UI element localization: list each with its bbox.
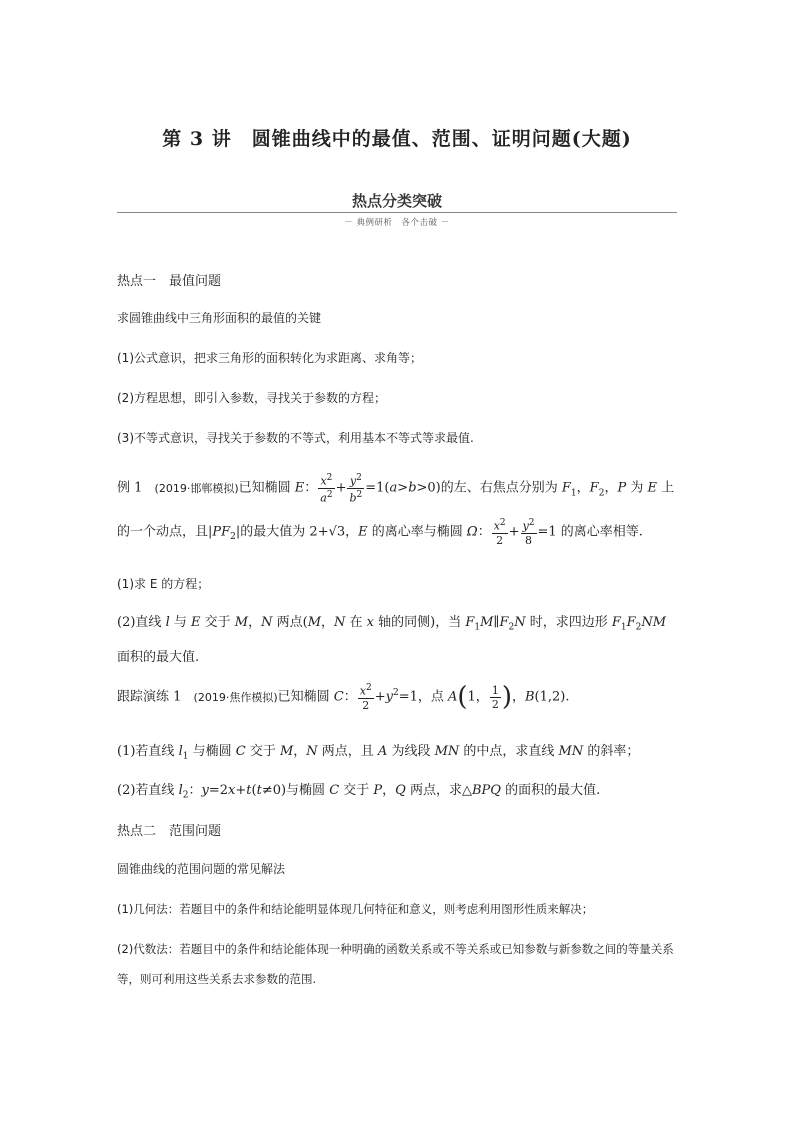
hot2-key-title: 圆锥曲线的范围问题的常见解法 [117, 862, 286, 876]
hot1-item-1: (1)公式意识，把求三角形的面积转化为求距离、求角等； [117, 351, 423, 365]
section-title: 热点分类突破 [351, 192, 442, 210]
example1-line2: 的一个动点，且$|PF_2|$的最大值为 2+√3，E 的离心率与椭圆 Ω： $\frac{x^2}{2}$ + $\frac{y^2}{8}$ =1 的离心率相等. [117, 518, 643, 547]
example1-source: (2019·邯郸模拟) [154, 481, 239, 495]
example1-label: 例 1 [117, 480, 143, 496]
example1-question-2: (2)直线 l 与 E 交于 M，N 两点(M，N 在 x 轴的同侧)，当 $F_1M\parallel F_2N$ 时，求四边形 $F_1F_2NM$ 面积的最大值. [117, 615, 667, 665]
hot2-heading: 热点二 范围问题 [117, 824, 222, 839]
track1-line: 跟踪演练 1 (2019·焦作模拟)已知椭圆 C： $\frac{x^2}{2}$ $+y^2=1$，点 A(1， $\frac{1}{2}$ )，B(1,2). [117, 682, 570, 712]
track1-source: (2019·焦作模拟) [193, 690, 278, 704]
track1-question-2: (2)若直线 $l_2$：y=2x+t(t≠0)与椭圆 C 交于 P，Q 两点，求△BPQ 的面积的最大值. [117, 783, 601, 801]
track1-question-1: (1)若直线 $l_1$ 与椭圆 C 交于 M，N 两点，且 A 为线段 MN 的中点，求直线 MN 的斜率； [117, 744, 640, 762]
hot1-item-2: (2)方程思想，即引入参数，寻找关于参数的方程； [117, 391, 386, 405]
page-title: 第 3 讲 圆锥曲线中的最值、范围、证明问题(大题) [162, 128, 632, 150]
hot1-item-3: (3)不等式意识，寻找关于参数的不等式，利用基本不等式等求最值. [117, 431, 474, 445]
section-subtitle: － 典例研析 各个击破 － [344, 218, 450, 228]
hot1-heading: 热点一 最值问题 [117, 274, 222, 289]
hot1-key-title: 求圆锥曲线中三角形面积的最值的关键 [117, 311, 322, 325]
example1-line1: 例 1 (2019·邯郸模拟)已知椭圆 E： $\frac{x^2}{a^2}$ + $\frac{y^2}{b^2}$ =1(a>b>0)的左、右焦点分别为 $F_1$，$F_2$，P 为 E 上 [117, 473, 675, 505]
section-divider [117, 212, 677, 213]
example1-question-1: (1)求 E 的方程； [117, 577, 210, 591]
hot2-item-2: (2)代数法：若题目中的条件和结论能体现一种明确的函数关系或不等关系或已知参数与新参数之间的等量关系等，则可利用这些关系去求参数的范围. [117, 942, 674, 986]
track1-label: 跟踪演练 1 [117, 689, 182, 705]
hot2-item-1: (1)几何法：若题目中的条件和结论能明显体现几何特征和意义，则考虑利用图形性质来解决； [117, 902, 594, 916]
